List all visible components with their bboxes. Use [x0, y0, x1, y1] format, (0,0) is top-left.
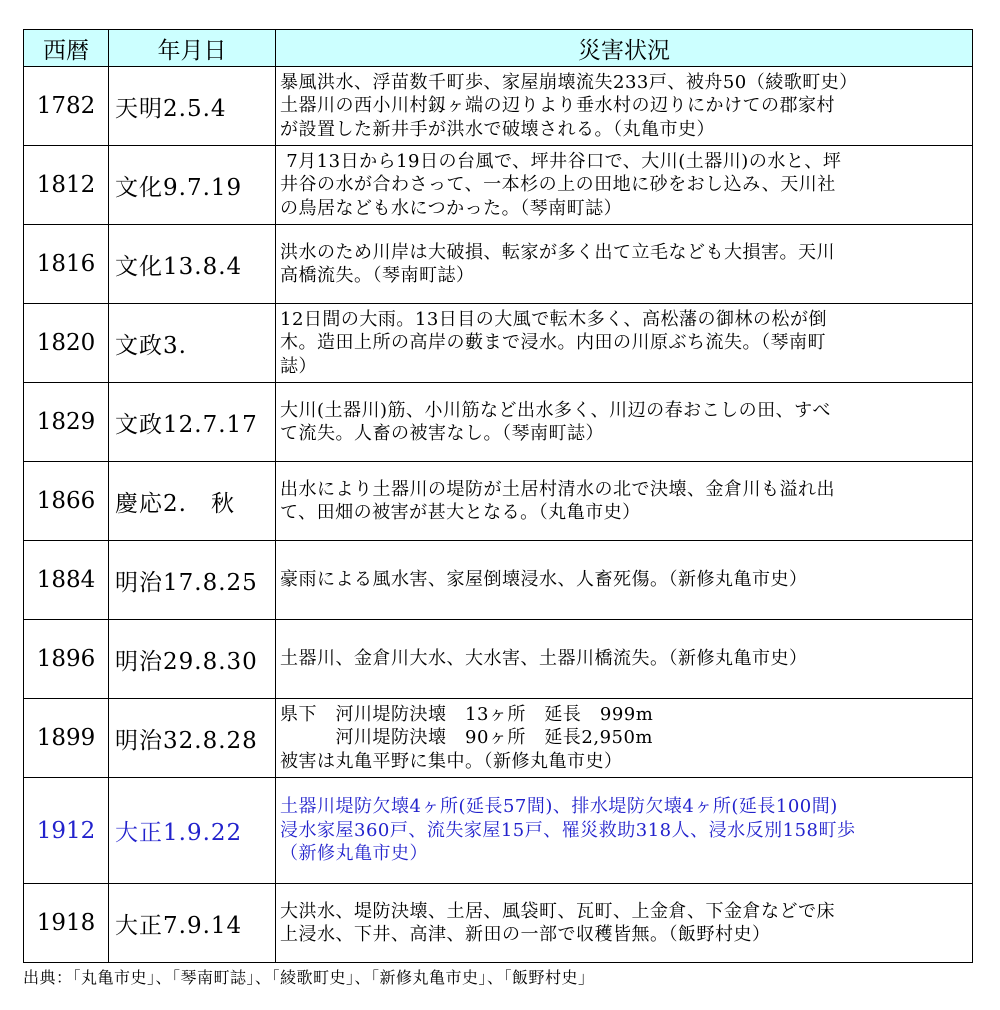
table-row: [24, 884, 973, 963]
year-cell: 1896: [24, 620, 109, 699]
situation-cell: 県下 河川堤防決壊 13ヶ所 延長 999m 河川堤防決壊 90ヶ所 延長2,950m 被害は丸亀平野に集中。（新修丸亀市史）: [276, 699, 973, 778]
date-cell: 明治17.8.25: [109, 541, 276, 620]
disaster-table: [23, 29, 973, 963]
date-cell: 天明2.5.4: [109, 67, 276, 146]
situation-cell: 大川(土器川)筋、小川筋など出水多く、川辺の春おこしの田、すべ て流失。人畜の被害なし。（琴南町誌）: [276, 383, 973, 462]
year-cell: 1816: [24, 225, 109, 304]
situation-cell: 12日間の大雨。13日目の大風で転木多く、高松藩の御林の松が倒 木。造田上所の高岸の藪まで浸水。内田の川原ぶち流失。（琴南町 誌）: [276, 304, 973, 383]
date-cell: 明治29.8.30: [109, 620, 276, 699]
date-cell: 文化9.7.19: [109, 146, 276, 225]
header-row: [24, 30, 973, 67]
year-cell: 1812: [24, 146, 109, 225]
source-note: 出典：「丸亀市史」、「琴南町誌」、「綾歌町史」、「新修丸亀市史」、「飯野村史」: [23, 968, 595, 987]
situation-cell: 土器川、金倉川大水、大水害、土器川橋流失。（新修丸亀市史）: [276, 620, 973, 699]
year-cell: 1866: [24, 462, 109, 541]
situation-cell: 豪雨による風水害、家屋倒壊浸水、人畜死傷。（新修丸亀市史）: [276, 541, 973, 620]
date-cell: 文政3.: [109, 304, 276, 383]
date-cell: 文化13.8.4: [109, 225, 276, 304]
situation-cell: 7月13日から19日の台風で、坪井谷口で、大川(土器川)の水と、坪 井谷の水が合わさって、一本杉の上の田地に砂をおし込み、天川社 の鳥居なども水につかった。（琴南町誌）: [276, 146, 973, 225]
table-row: [24, 541, 973, 620]
situation-cell: 暴風洪水、浮苗数千町歩、家屋崩壊流失233戸、被舟50（綾歌町史） 土器川の西小川村釼ヶ端の辺りより垂水村の辺りにかけての郡家村 が設置した新井手が洪水で破壊される。（丸亀市史）: [276, 67, 973, 146]
year-cell: 1782: [24, 67, 109, 146]
table-row: [24, 304, 973, 383]
year-cell: 1899: [24, 699, 109, 778]
table-row: [24, 699, 973, 778]
year-cell: 1884: [24, 541, 109, 620]
date-cell: 文政12.7.17: [109, 383, 276, 462]
table-row: [24, 225, 973, 304]
table-row: [24, 146, 973, 225]
header-situation: 災害状況: [276, 30, 973, 67]
date-cell: 大正1.9.22: [109, 778, 276, 884]
date-cell: 大正7.9.14: [109, 884, 276, 963]
header-year: 西暦: [24, 30, 109, 67]
situation-cell: 大洪水、堤防決壊、土居、風袋町、瓦町、上金倉、下金倉などで床 上浸水、下井、高津、新田の一部で収穫皆無。（飯野村史）: [276, 884, 973, 963]
date-cell: 明治32.8.28: [109, 699, 276, 778]
table-row: [24, 67, 973, 146]
header-date: 年月日: [109, 30, 276, 67]
date-cell: 慶応2. 秋: [109, 462, 276, 541]
year-cell: 1912: [24, 778, 109, 884]
year-cell: 1820: [24, 304, 109, 383]
situation-cell: 洪水のため川岸は大破損、転家が多く出て立毛なども大損害。天川 高橋流失。（琴南町誌）: [276, 225, 973, 304]
table-row-highlighted: [24, 778, 973, 884]
situation-cell: 出水により土器川の堤防が土居村清水の北で決壊、金倉川も溢れ出 て、田畑の被害が甚大となる。（丸亀市史）: [276, 462, 973, 541]
table-row: [24, 620, 973, 699]
table-row: [24, 383, 973, 462]
year-cell: 1829: [24, 383, 109, 462]
situation-cell: 土器川堤防欠壊4ヶ所(延長57間)、排水堤防欠壊4ヶ所(延長100間) 浸水家屋360戸、流失家屋15戸、罹災救助318人、浸水反別158町歩 （新修丸亀市史）: [276, 778, 973, 884]
year-cell: 1918: [24, 884, 109, 963]
table-row: [24, 462, 973, 541]
